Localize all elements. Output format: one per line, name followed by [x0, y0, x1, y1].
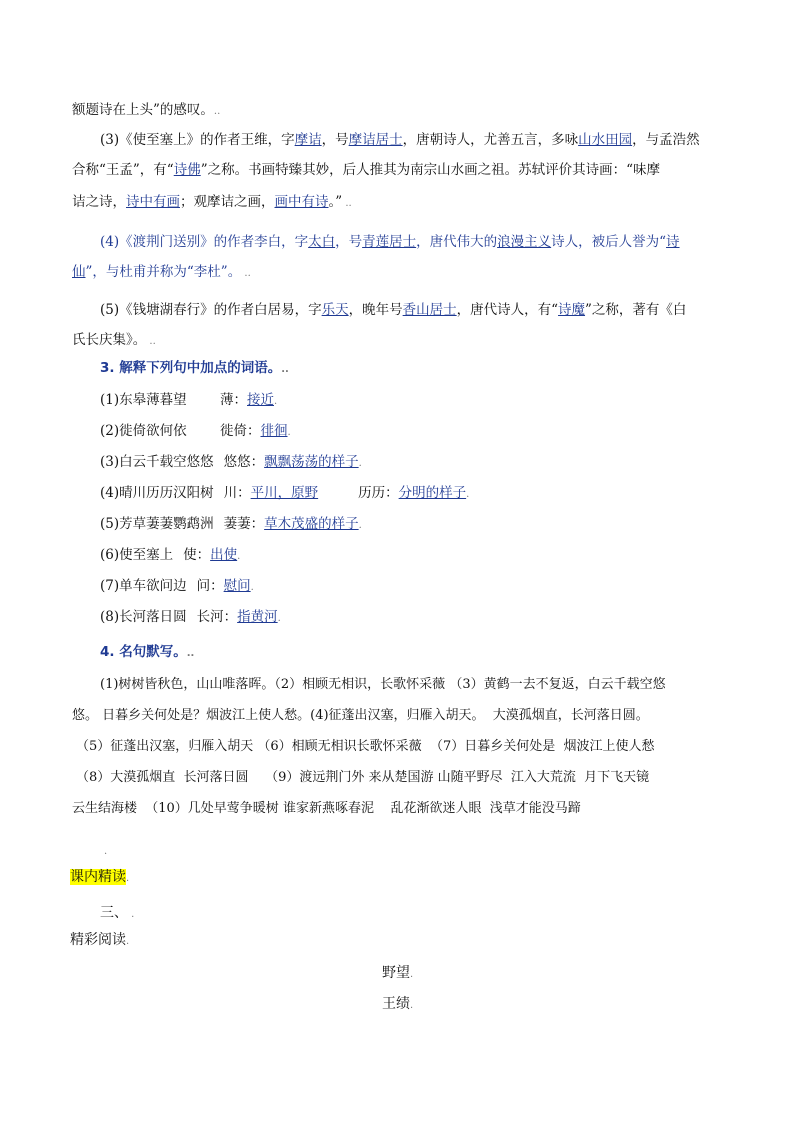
- note-line: (4)《渡荆门送别》的作者李白，字太白，号青莲居士，唐代伟大的浪漫主义诗人，被后人誉为“诗: [100, 234, 680, 250]
- explanation-answer: 分明的样子: [398, 485, 467, 501]
- explained-word: 长河：: [196, 609, 238, 625]
- underlined-answer: 摩诘居士: [348, 132, 403, 148]
- note-line: 氏长庆集》。 ..: [72, 332, 156, 348]
- underlined-answer: 山水田园: [578, 132, 633, 148]
- explanation-item: (1)东皋薄暮望 薄：接近.: [100, 392, 278, 408]
- explanation-question: (5)芳草萋萋鹦鹉洲: [100, 516, 214, 532]
- explanation-item: (8)长河落日圆 长河：指黄河.: [100, 609, 281, 625]
- explanation-answer: 草木茂盛的样子: [264, 516, 359, 532]
- underlined-answer: 太白: [308, 234, 336, 250]
- poem-author: 王绩.: [382, 996, 414, 1012]
- explanation-answer: 接近: [247, 392, 274, 408]
- dictation-line: 悠。 日暮乡关何处是？烟波江上使人愁。(4)征蓬出汉塞，归雁入胡天。 大漠孤烟直，长河落日圆。: [72, 708, 649, 723]
- dot-mark: .: [104, 846, 108, 857]
- in-class-reading-label: 课内精读.: [70, 869, 130, 885]
- dictation-line: (1)树树皆秋色，山山唯落晖。（2）相顾无相识，长歌怀采薇 （3）黄鹤一去不复返，白云千载空悠: [100, 677, 666, 692]
- underlined-answer: 浪漫主义: [497, 234, 552, 250]
- explanation-item: (3)白云千载空悠悠 悠悠：飘飘荡荡的样子.: [100, 454, 362, 470]
- explanation-question: (2)徙倚欲何依: [100, 423, 187, 439]
- note-line: 诘之诗，诗中有画；观摩诘之画，画中有诗。” ..: [72, 194, 352, 210]
- explained-word: 川：: [223, 485, 251, 501]
- explained-word: 历历：: [358, 485, 399, 501]
- note-line: 仙”，与杜甫并称为“李杜”。 ..: [72, 264, 251, 280]
- poem-title: 野望.: [382, 965, 414, 981]
- explanation-question: (6)使至塞上: [100, 547, 174, 563]
- explanation-question: (1)东皋薄暮望: [100, 392, 187, 408]
- explained-word: 徙倚：: [220, 423, 261, 439]
- underlined-answer: 画中有诗: [274, 194, 329, 210]
- explained-word: 使：: [183, 547, 211, 563]
- explanation-question: (4)晴川历历汉阳树: [100, 485, 214, 501]
- underlined-answer: 诗: [666, 234, 680, 250]
- explanation-item: (4)晴川历历汉阳树 川：平川，原野 历历：分明的样子.: [100, 485, 470, 501]
- explanation-item: (6)使至塞上 使：出使.: [100, 547, 241, 563]
- section-4-heading: 4. 名句默写。..: [100, 644, 195, 660]
- explanation-question: (7)单车欲问边: [100, 578, 187, 594]
- explanation-item: (7)单车欲问边 问：慰问.: [100, 578, 254, 594]
- note-line: 合称“王孟”，有“诗佛”之称。书画特臻其妙，后人推其为南宗山水画之祖。苏轼评价其诗画：“味摩: [72, 162, 661, 178]
- dictation-line: 云生结海楼 （10）几处早莺争暖树 谁家新燕啄春泥 乱花渐欲迷人眼 浅草才能没马蹄: [72, 801, 581, 816]
- dictation-line: （8）大漠孤烟直 长河落日圆 （9）渡远荆门外 来从楚国游 山随平野尽 江入大荒流 月下飞天镜: [76, 770, 650, 785]
- explanation-answer: 飘飘荡荡的样子: [264, 454, 359, 470]
- explained-word: 萋萋：: [223, 516, 265, 532]
- underlined-answer: 香山居士: [402, 302, 457, 318]
- underlined-answer: 青莲居士: [362, 234, 417, 250]
- explanation-answer: 徘徊: [260, 423, 288, 439]
- explanation-question: (3)白云千载空悠悠: [100, 454, 214, 470]
- underlined-answer: 仙: [72, 264, 86, 280]
- explained-word: 薄：: [220, 392, 247, 408]
- underlined-answer: 乐天: [321, 302, 349, 318]
- wonderful-reading-label: 精彩阅读.: [70, 932, 130, 948]
- underlined-answer: 摩诘: [294, 132, 322, 148]
- explained-word: 问：: [196, 578, 224, 594]
- explanation-answer: 指黄河: [237, 609, 278, 625]
- explained-word: 悠悠：: [223, 454, 265, 470]
- underlined-answer: 诗魔: [558, 302, 586, 318]
- explanation-answer: 出使: [210, 547, 238, 563]
- note-line: (3)《使至塞上》的作者王维，字摩诘，号摩诘居士，唐朝诗人，尤善五言，多咏山水田园，与孟浩然: [100, 132, 700, 148]
- underlined-answer: 诗佛: [173, 162, 201, 178]
- explanation-answer: 平川，原野: [250, 485, 319, 501]
- intro-text: 额题诗在上头”的感叹。..: [72, 102, 221, 118]
- explanation-item: (2)徙倚欲何依 徙倚：徘徊.: [100, 423, 291, 439]
- explanation-item: (5)芳草萋萋鹦鹉洲 萋萋：草木茂盛的样子.: [100, 516, 362, 532]
- section-numeral: 三、 .: [100, 905, 135, 921]
- dictation-line: （5）征蓬出汉塞，归雁入胡天 （6）相顾无相识长歌怀采薇 （7）日暮乡关何处是 烟波江上使人愁: [76, 739, 655, 754]
- explanation-answer: 慰问: [223, 578, 251, 594]
- explanation-question: (8)长河落日圆: [100, 609, 187, 625]
- note-line: (5)《钱塘湖春行》的作者白居易，字乐天，晚年号香山居士，唐代诗人，有“诗魔”之称，著有《白: [100, 302, 687, 318]
- underlined-answer: 诗中有画: [126, 194, 180, 210]
- section-3-heading: 3. 解释下列句中加点的词语。..: [100, 360, 289, 376]
